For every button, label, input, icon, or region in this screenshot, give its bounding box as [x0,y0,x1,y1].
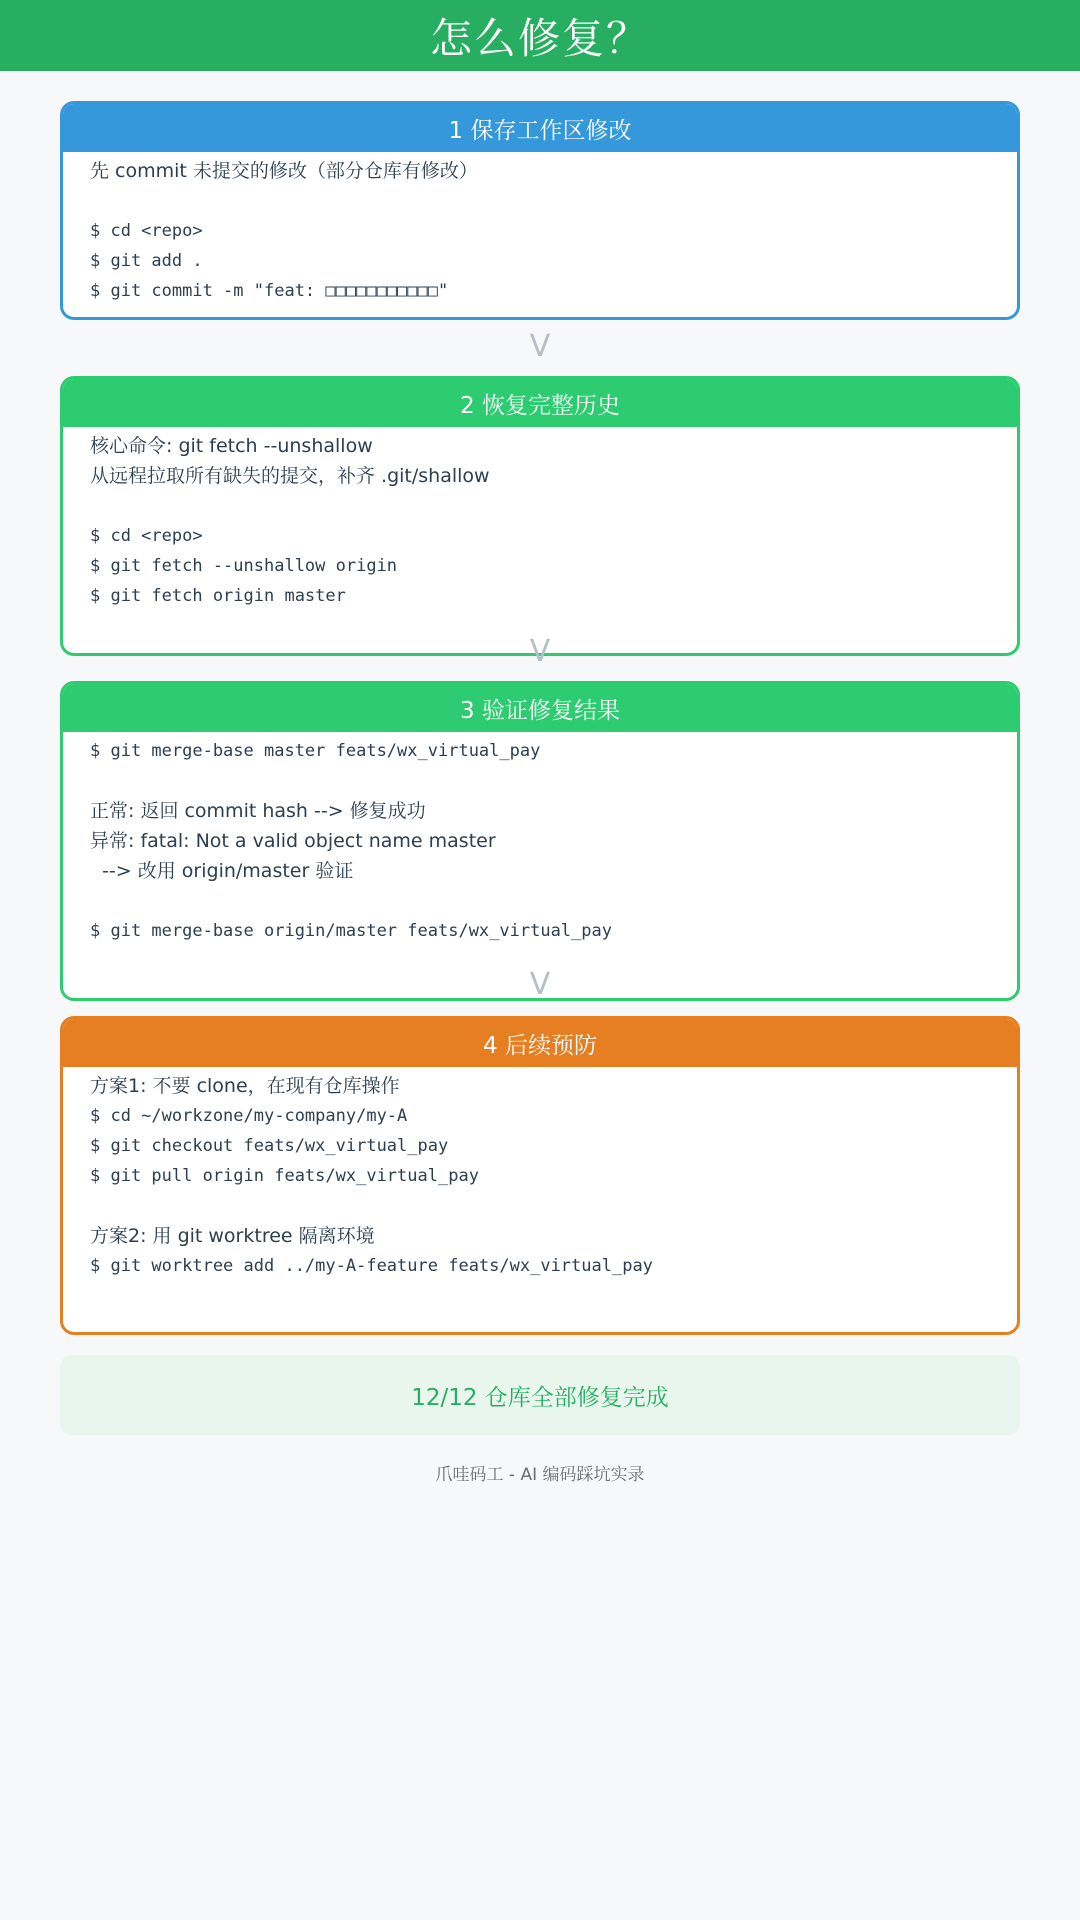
step-3-title: 3 验证修复结果 [460,697,620,724]
page-title: 怎么修复？ [429,13,650,63]
step-4-line: 方案2: 用 git worktree 隔离环境 [90,1225,375,1247]
step-1-code-line: $ git add . [90,251,203,271]
step-card-3 [60,681,1020,1001]
down-chevron-icon: V [529,634,551,669]
step-card-1 [60,101,1020,320]
result-banner [60,1355,1020,1435]
step-3-header [63,684,1017,732]
step-2-code-line: $ cd <repo> [90,526,203,546]
step-2-blank-line [90,491,1017,521]
step-card-4 [60,1016,1020,1335]
step-3-line: 正常: 返回 commit hash --> 修复成功 [90,800,426,822]
step-4-body [63,1067,1017,1281]
step-1-header [63,104,1017,152]
step-4-header [63,1019,1017,1067]
step-1-blank-line [90,186,1017,216]
step-3-body [63,732,1017,946]
step-3-line: 异常: fatal: Not a valid object name master [90,830,496,852]
step-3-code-line: $ git merge-base master feats/wx_virtual_pay [90,741,541,761]
step-4-code-line: $ cd ~/workzone/my-company/my-A [90,1106,408,1126]
down-chevron-icon: V [529,967,551,1002]
footer-credit: 爪哇码工 - AI 编码踩坑实录 [435,1465,645,1485]
step-2-line: 核心命令: git fetch --unshallow [90,435,373,457]
step-1-body [63,152,1017,306]
step-4-title: 4 后续预防 [483,1032,597,1059]
result-text: 12/12 仓库全部修复完成 [411,1384,669,1411]
step-card-2 [60,376,1020,656]
step-4-line: 方案1: 不要 clone，在现有仓库操作 [90,1075,400,1097]
step-1-code-line: $ git commit -m "feat: □□□□□□□□□□□" [90,281,449,301]
step-1-title: 1 保存工作区修改 [448,117,632,144]
step-2-code-line: $ git fetch origin master [90,586,346,606]
step-2-line: 从远程拉取所有缺失的提交，补齐 .git/shallow [90,465,490,487]
step-4-code-line: $ git worktree add ../my-A-feature feats/wx_virtual_pay [90,1256,653,1276]
step-2-body [63,427,1017,611]
step-3-code-line: $ git merge-base origin/master feats/wx_virtual_pay [90,921,612,941]
step-3-blank-line [90,886,1017,916]
step-2-title: 2 恢复完整历史 [460,392,620,419]
step-3-line: --> 改用 origin/master 验证 [90,860,354,882]
down-chevron-icon: V [529,329,551,364]
step-2-code-line: $ git fetch --unshallow origin [90,556,398,576]
step-1-line: 先 commit 未提交的修改（部分仓库有修改） [90,160,478,182]
step-4-blank-line [90,1191,1017,1221]
step-3-blank-line [90,766,1017,796]
step-1-code-line: $ cd <repo> [90,221,203,241]
header-bar [0,0,1080,71]
step-2-header [63,379,1017,427]
step-4-code-line: $ git checkout feats/wx_virtual_pay [90,1136,449,1156]
step-4-code-line: $ git pull origin feats/wx_virtual_pay [90,1166,479,1186]
